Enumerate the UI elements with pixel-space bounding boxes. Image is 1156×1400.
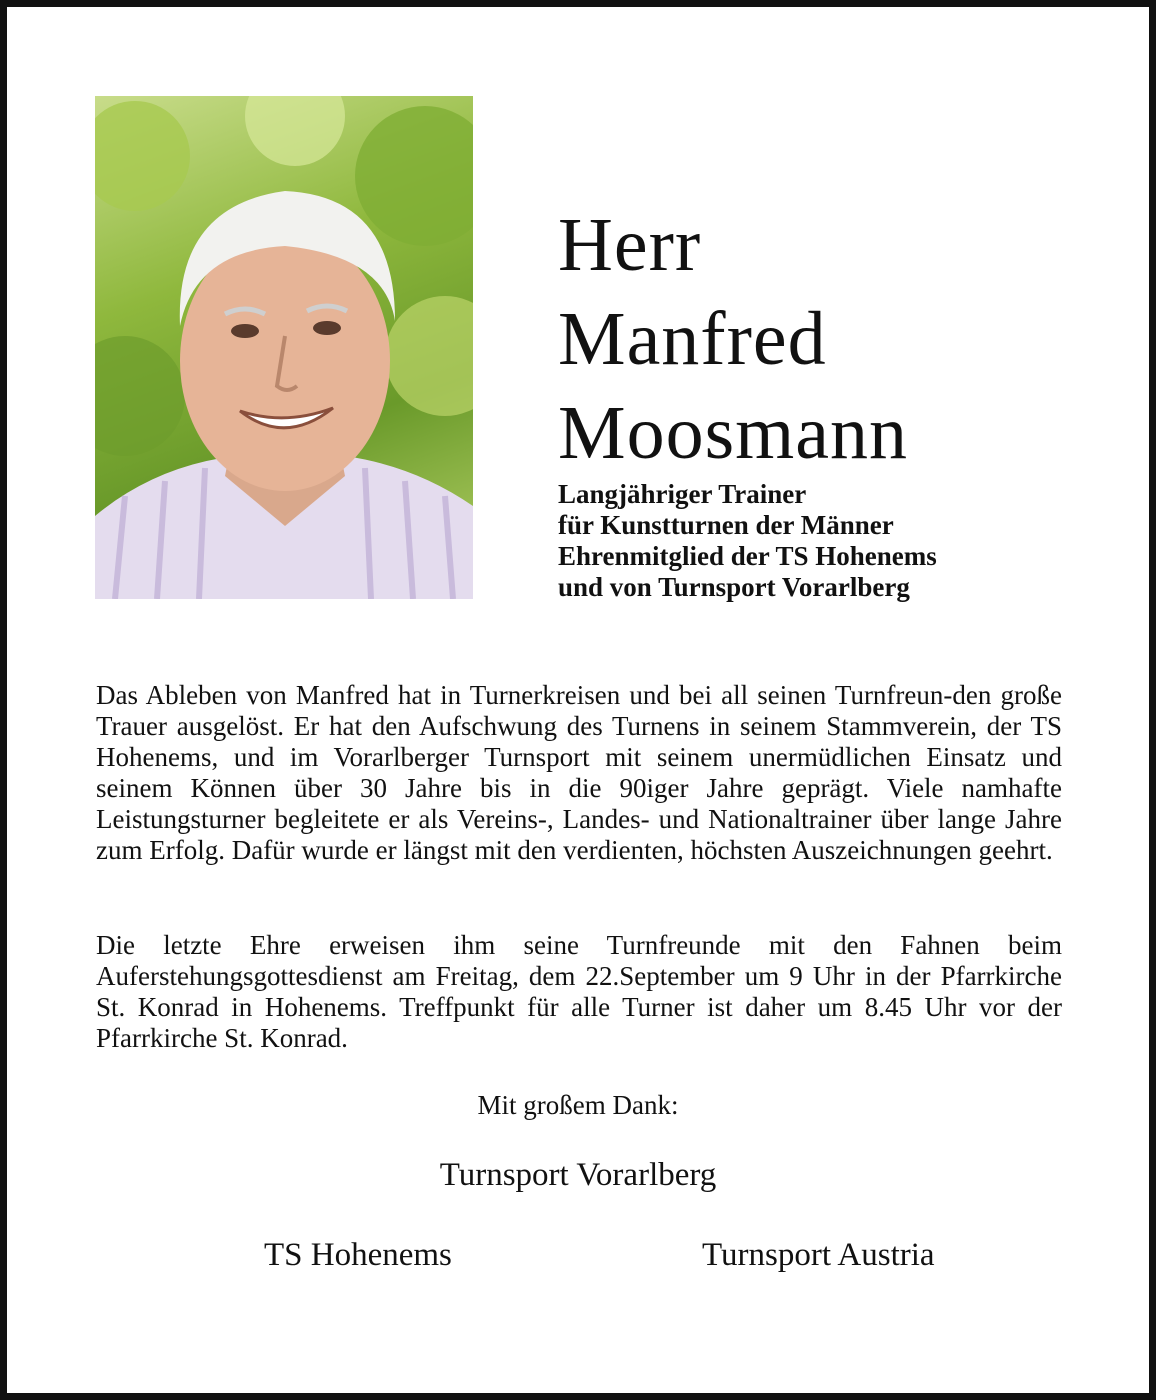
signatory-ts-hohenems: TS Hohenems — [264, 1237, 452, 1273]
first-name: Manfred — [558, 297, 827, 381]
obituary-paragraph-2: Die letzte Ehre erweisen ihm seine Turnfreunde mit den Fahnen beim Auferstehungsgottesdienst am Freitag, dem 22.September um 9 Uhr in der Pfarrkirche St. Konrad in Hohenems. Treffpunkt für alle Turner ist daher um 8.45 Uhr vor der Pfarrkirche St. Konrad. — [96, 930, 1062, 1053]
salutation: Herr — [558, 203, 702, 287]
roles-subtitle — [558, 479, 937, 603]
portrait-photo — [95, 96, 473, 599]
signatory-turnsport-austria: Turnsport Austria — [702, 1237, 935, 1273]
last-name: Moosmann — [558, 391, 908, 475]
role-line: Ehrenmitglied der TS Hohenems — [558, 541, 937, 571]
role-line: und von Turnsport Vorarlberg — [558, 572, 910, 602]
role-line: Langjähriger Trainer — [558, 479, 807, 509]
role-line: für Kunstturnen der Männer — [558, 510, 894, 540]
closing-thanks: Mit großem Dank: — [477, 1090, 679, 1120]
obituary-paragraph-1: Das Ableben von Manfred hat in Turnerkreisen und bei all seinen Turnfreun-den große Trauer ausgelöst. Er hat den Aufschwung des Turnens in seinem Stammverein, der TS Hohenems, und im Vorarlberger Turnsport mit seinem unermüdlichen Einsatz und seinem Können über 30 Jahre bis in die 90iger Jahre geprägt. Viele namhafte Leistungsturner begleitete er als Vereins-, Landes- und Nationaltrainer über lange Jahre zum Erfolg. Dafür wurde er längst mit den verdienten, höchsten Auszeichnungen geehrt. — [96, 680, 1062, 865]
signatory-turnsport-vorarlberg: Turnsport Vorarlberg — [439, 1157, 717, 1193]
deceased-name — [558, 198, 908, 480]
